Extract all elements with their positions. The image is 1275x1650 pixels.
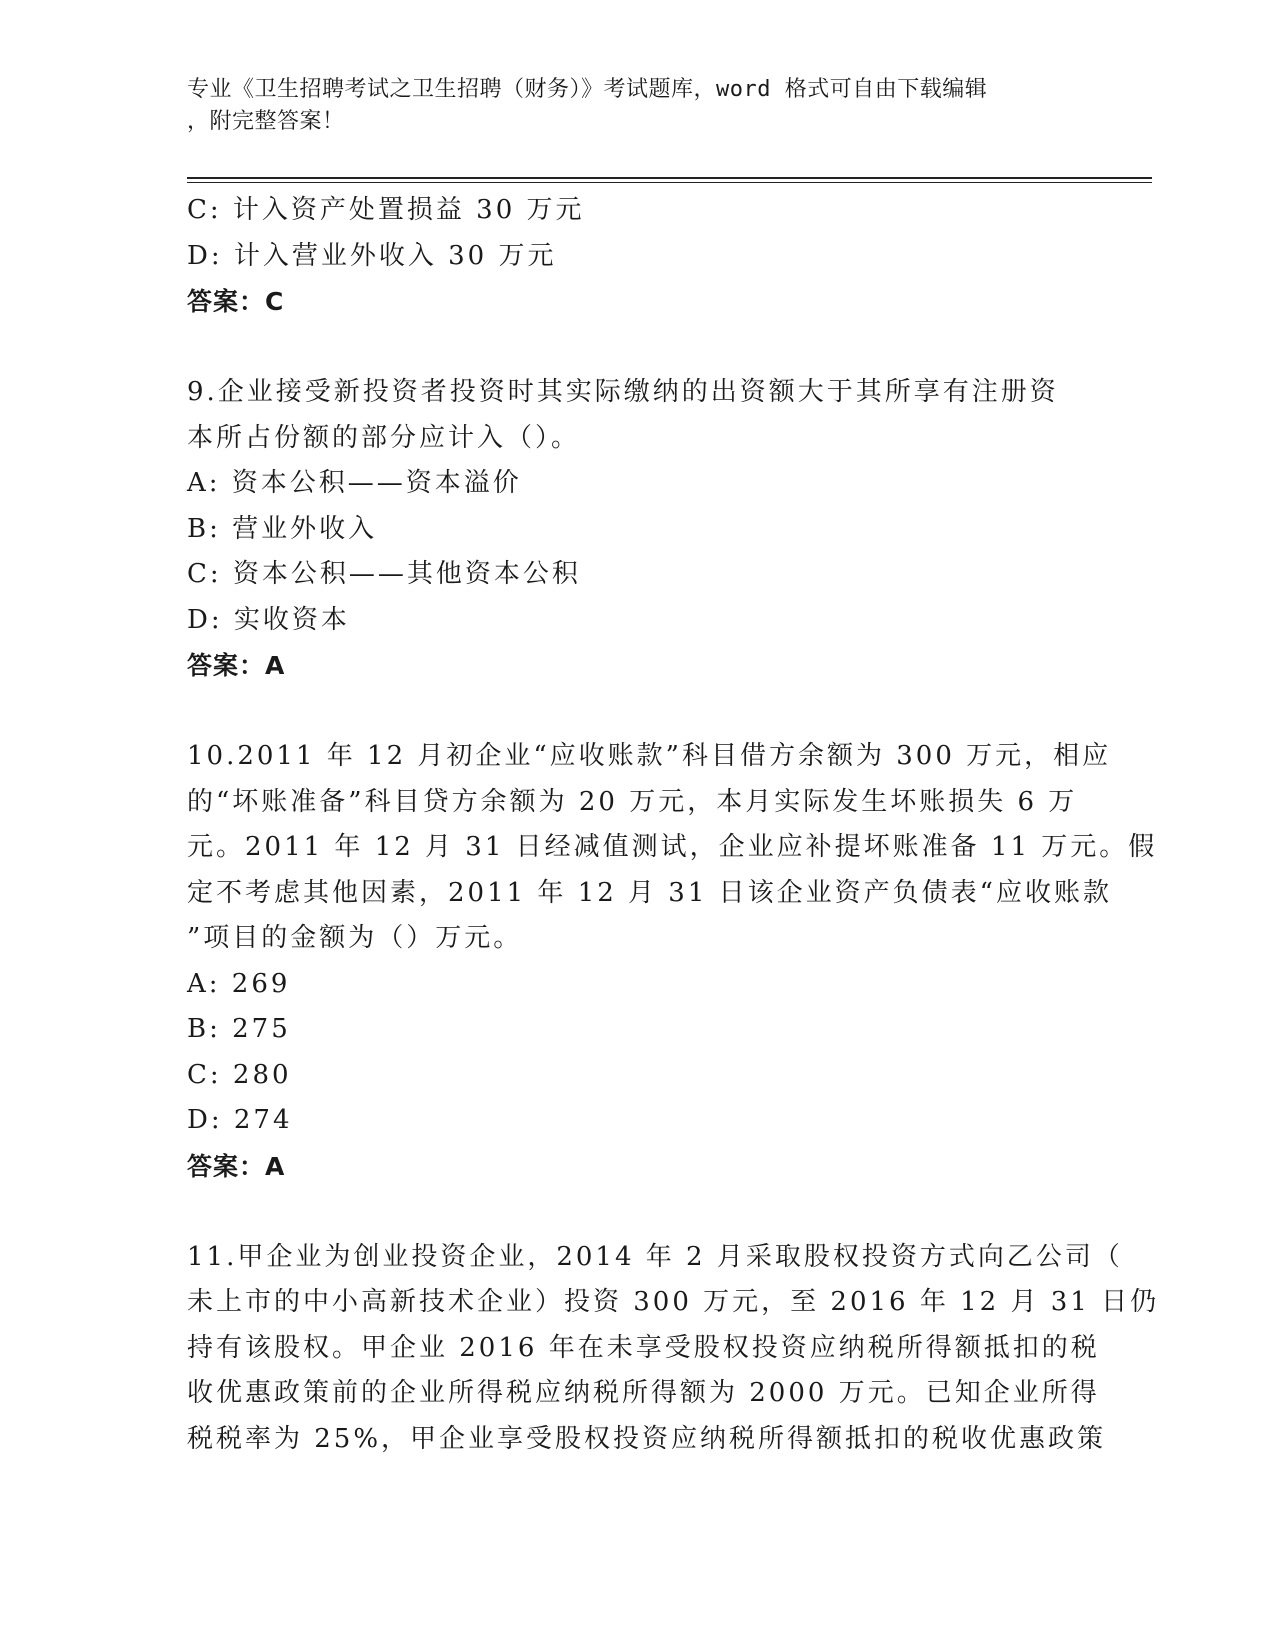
header-line-2: ，附完整答案！ bbox=[187, 109, 345, 134]
document-body bbox=[187, 188, 1160, 1462]
q8-option-d: D: 计入营业外收入 30 万元 bbox=[187, 240, 557, 271]
q10-option-a: A: 269 bbox=[187, 968, 291, 999]
q10-stem-line-2: 的“坏账准备”科目贷方余额为 20 万元，本月实际发生坏账损失 6 万 bbox=[187, 786, 1078, 817]
q9-answer: 答案：A bbox=[187, 651, 286, 680]
header-rule-thin bbox=[187, 182, 1152, 183]
header-line-1: 专业《卫生招聘考试之卫生招聘（财务）》考试题库，word 格式可自由下载编辑 bbox=[187, 77, 988, 102]
q11-stem-line-3: 持有该股权。甲企业 2016 年在未享受股权投资应纳税所得额抵扣的税 bbox=[187, 1332, 1100, 1363]
q10-option-c: C: 280 bbox=[187, 1059, 292, 1090]
q10-stem-line-1: 10.2011 年 12 月初企业“应收账款”科目借方余额为 300 万元，相应 bbox=[187, 741, 1112, 771]
q8-answer: 答案：C bbox=[187, 287, 285, 316]
q9-stem-line-1: 9.企业接受新投资者投资时其实际缴纳的出资额大于其所享有注册资 bbox=[187, 377, 1059, 407]
spacer bbox=[187, 325, 1087, 371]
q10-option-d: D: 274 bbox=[187, 1105, 293, 1135]
spacer bbox=[187, 1189, 1087, 1235]
q9-stem-line-2: 本所占份额的部分应计入（）。 bbox=[187, 422, 581, 453]
q11-stem-line-1: 11.甲企业为创业投资企业，2014 年 2 月采取股权投资方式向乙公司（ bbox=[187, 1241, 1123, 1272]
q9-option-b: B: 营业外收入 bbox=[187, 513, 378, 544]
q10-option-b: B: 275 bbox=[187, 1014, 291, 1044]
q10-stem-line-4: 定不考虑其他因素，2011 年 12 月 31 日该企业资产负债表“应收账款 bbox=[187, 877, 1112, 908]
q11-stem-line-2: 未上市的中小高新技术企业）投资 300 万元，至 2016 年 12 月 31 日仍 bbox=[187, 1287, 1160, 1317]
q11-stem-line-4: 收优惠政策前的企业所得税应纳税所得额为 2000 万元。已知企业所得 bbox=[187, 1378, 1100, 1408]
document-header bbox=[187, 74, 1067, 138]
q8-option-c: C: 计入资产处置损益 30 万元 bbox=[187, 195, 585, 225]
q9-option-c: C: 资本公积——其他资本公积 bbox=[187, 559, 581, 589]
q10-answer: 答案：A bbox=[187, 1151, 286, 1181]
spacer bbox=[187, 689, 1087, 735]
q11-stem-line-5: 税税率为 25%，甲企业享受股权投资应纳税所得额抵扣的税收优惠政策 bbox=[187, 1423, 1107, 1454]
header-rule-thick bbox=[187, 177, 1152, 179]
q9-option-a: A: 资本公积——资本溢价 bbox=[187, 468, 522, 498]
q10-stem-line-3: 元。2011 年 12 月 31 日经减值测试，企业应补提坏账准备 11 万元。假 bbox=[187, 832, 1158, 862]
q10-stem-line-5: ”项目的金额为（）万元。 bbox=[187, 923, 523, 953]
q9-option-d: D: 实收资本 bbox=[187, 604, 350, 635]
